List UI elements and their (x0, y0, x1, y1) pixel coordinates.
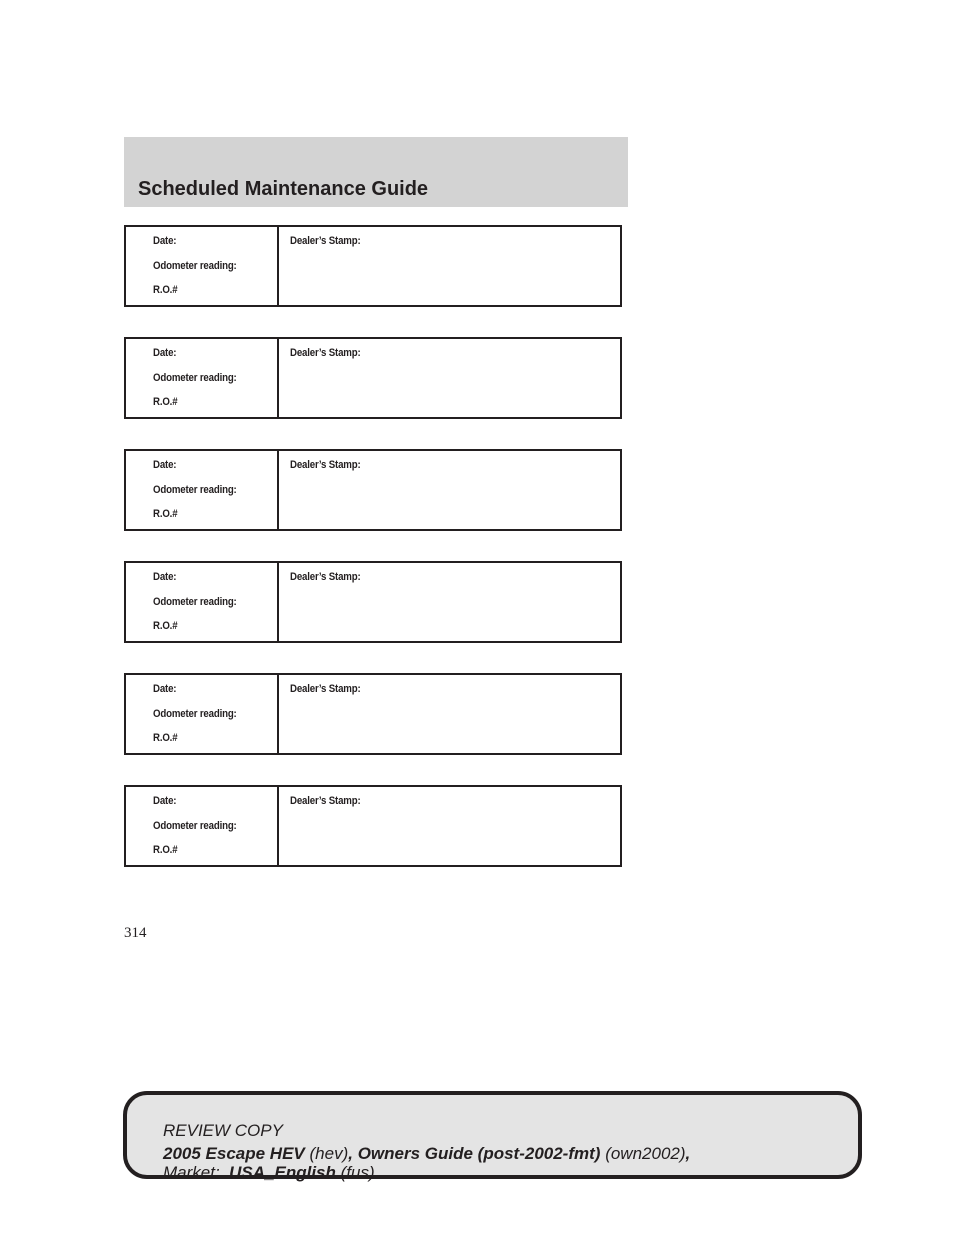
guide-name: Owners Guide (post-2002-fmt) (357, 1144, 601, 1163)
date-label: Date: (153, 571, 177, 583)
model-code: (hev) (309, 1144, 349, 1163)
review-copy-label: REVIEW COPY (163, 1121, 283, 1140)
ro-number-label: R.O.# (153, 396, 178, 408)
odometer-label: Odometer reading: (153, 708, 237, 720)
dealer-stamp-label: Dealer’s Stamp: (290, 571, 361, 583)
ro-number-label: R.O.# (153, 508, 178, 520)
maintenance-record-2 (124, 337, 622, 419)
record-info-column (126, 451, 279, 529)
record-info-column (126, 227, 279, 305)
odometer-label: Odometer reading: (153, 596, 237, 608)
date-label: Date: (153, 683, 177, 695)
separator: , (348, 1144, 358, 1163)
ro-number-label: R.O.# (153, 732, 178, 744)
date-label: Date: (153, 795, 177, 807)
record-info-column (126, 563, 279, 641)
odometer-label: Odometer reading: (153, 260, 237, 272)
maintenance-record-5 (124, 673, 622, 755)
odometer-label: Odometer reading: (153, 820, 237, 832)
ro-number-label: R.O.# (153, 284, 178, 296)
record-info-column (126, 339, 279, 417)
record-info-column (126, 675, 279, 753)
dealer-stamp-label: Dealer’s Stamp: (290, 795, 361, 807)
market-label: Market: (163, 1163, 220, 1182)
date-label: Date: (153, 235, 177, 247)
ro-number-label: R.O.# (153, 844, 178, 856)
ro-number-label: R.O.# (153, 620, 178, 632)
maintenance-record-4 (124, 561, 622, 643)
document-info-line (163, 1144, 690, 1164)
odometer-label: Odometer reading: (153, 484, 237, 496)
market-name: USA_English (229, 1163, 336, 1182)
date-label: Date: (153, 459, 177, 471)
record-info-column (126, 787, 279, 865)
dealer-stamp-label: Dealer’s Stamp: (290, 347, 361, 359)
guide-code: (own2002) (605, 1144, 686, 1163)
market-code: (fus) (340, 1163, 375, 1182)
maintenance-record-1 (124, 225, 622, 307)
odometer-label: Odometer reading: (153, 372, 237, 384)
maintenance-record-3 (124, 449, 622, 531)
dealer-stamp-label: Dealer’s Stamp: (290, 683, 361, 695)
date-label: Date: (153, 347, 177, 359)
separator: , (685, 1144, 691, 1163)
review-copy-panel (123, 1091, 862, 1182)
market-info-line (163, 1163, 375, 1183)
section-header-band (124, 137, 628, 207)
page-title: Scheduled Maintenance Guide (138, 178, 429, 200)
dealer-stamp-label: Dealer’s Stamp: (290, 459, 361, 471)
dealer-stamp-label: Dealer’s Stamp: (290, 235, 361, 247)
page-number: 314 (124, 925, 147, 941)
model-name: 2005 Escape HEV (163, 1144, 305, 1163)
maintenance-record-6 (124, 785, 622, 867)
